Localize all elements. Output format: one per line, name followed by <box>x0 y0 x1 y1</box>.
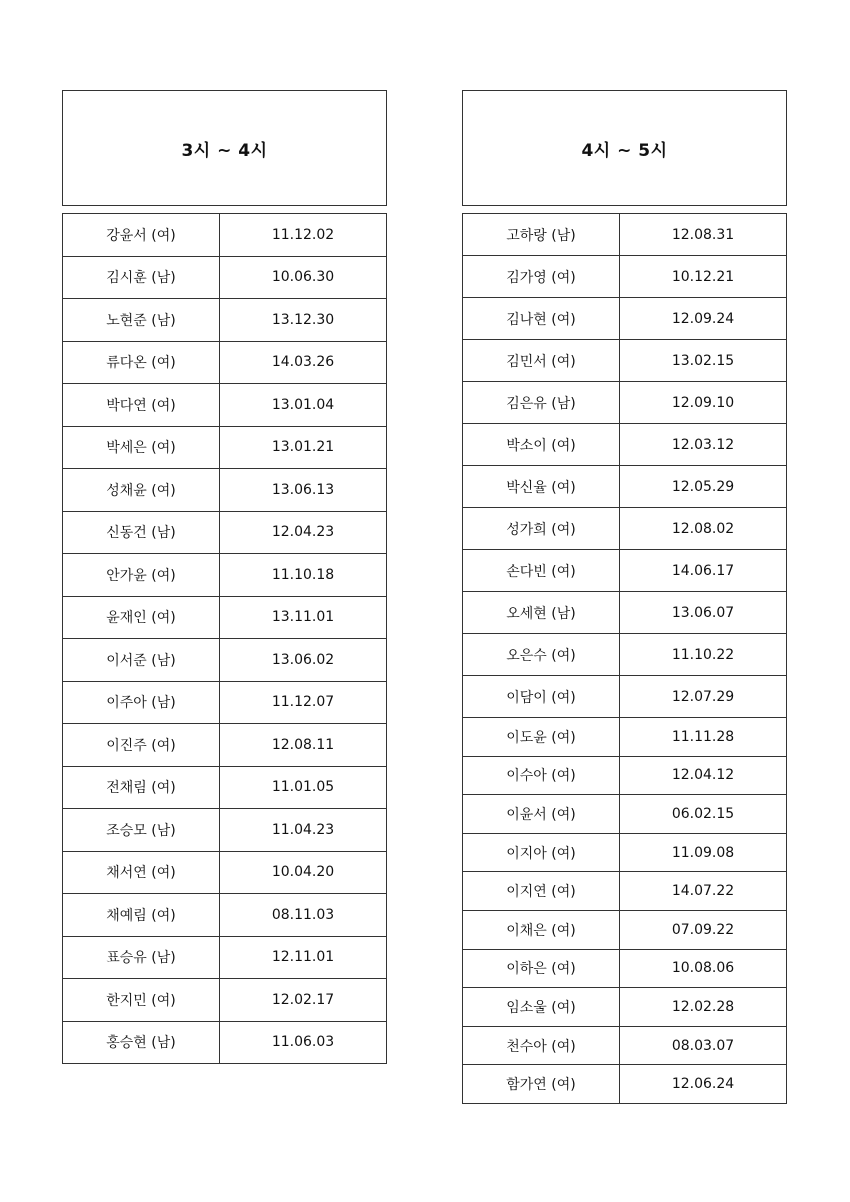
birth-date: 07.09.22 <box>620 910 787 949</box>
birth-date: 12.05.29 <box>620 466 787 508</box>
student-name: 손다빈 (여) <box>463 550 620 592</box>
session-header <box>62 90 387 206</box>
student-name: 채서연 (여) <box>63 851 220 894</box>
table-row <box>463 550 787 592</box>
student-name: 전채림 (여) <box>63 766 220 809</box>
session-header <box>462 90 787 206</box>
student-name: 홍승현 (남) <box>63 1021 220 1064</box>
birth-date: 13.01.04 <box>220 384 387 427</box>
student-name: 함가연 (여) <box>463 1065 620 1104</box>
student-name: 이수아 (여) <box>463 756 620 795</box>
birth-date: 13.06.02 <box>220 639 387 682</box>
birth-date: 13.01.21 <box>220 426 387 469</box>
table-row <box>463 676 787 718</box>
birth-date: 14.03.26 <box>220 341 387 384</box>
student-name: 천수아 (여) <box>463 1026 620 1065</box>
birth-date: 12.04.23 <box>220 511 387 554</box>
student-name: 강윤서 (여) <box>63 214 220 257</box>
student-name: 박세은 (여) <box>63 426 220 469</box>
student-name: 오은수 (여) <box>463 634 620 676</box>
student-name: 이진주 (여) <box>63 724 220 767</box>
table-row <box>63 511 387 554</box>
student-name: 안가윤 (여) <box>63 554 220 597</box>
table-row <box>463 634 787 676</box>
student-name: 조승모 (남) <box>63 809 220 852</box>
table-row <box>63 724 387 767</box>
birth-date: 13.12.30 <box>220 299 387 342</box>
birth-date: 06.02.15 <box>620 795 787 834</box>
birth-date: 12.08.02 <box>620 508 787 550</box>
table-row <box>463 988 787 1027</box>
session-title: 3시 ~ 4시 <box>181 140 268 161</box>
table-row <box>63 766 387 809</box>
student-name: 오세현 (남) <box>463 592 620 634</box>
table-row <box>463 795 787 834</box>
student-name: 이윤서 (여) <box>463 795 620 834</box>
birth-date: 12.03.12 <box>620 424 787 466</box>
birth-date: 12.08.31 <box>620 214 787 256</box>
roster-table <box>62 213 387 1064</box>
table-row <box>463 382 787 424</box>
student-name: 채예림 (여) <box>63 894 220 937</box>
birth-date: 12.06.24 <box>620 1065 787 1104</box>
table-row <box>63 469 387 512</box>
table-row <box>63 214 387 257</box>
table-row <box>463 1065 787 1104</box>
birth-date: 12.02.28 <box>620 988 787 1027</box>
table-row <box>463 340 787 382</box>
student-name: 이주아 (남) <box>63 681 220 724</box>
table-row <box>63 639 387 682</box>
table-row <box>63 936 387 979</box>
table-row <box>463 466 787 508</box>
birth-date: 10.08.06 <box>620 949 787 988</box>
table-row <box>63 851 387 894</box>
table-row <box>463 756 787 795</box>
table-row <box>463 718 787 757</box>
student-name: 임소울 (여) <box>463 988 620 1027</box>
birth-date: 10.04.20 <box>220 851 387 894</box>
student-name: 신동건 (남) <box>63 511 220 554</box>
student-name: 박신율 (여) <box>463 466 620 508</box>
table-row <box>63 384 387 427</box>
student-name: 김시훈 (남) <box>63 256 220 299</box>
birth-date: 11.11.28 <box>620 718 787 757</box>
student-name: 이서준 (남) <box>63 639 220 682</box>
birth-date: 13.02.15 <box>620 340 787 382</box>
birth-date: 11.09.08 <box>620 833 787 872</box>
student-name: 성가희 (여) <box>463 508 620 550</box>
table-row <box>463 424 787 466</box>
birth-date: 13.11.01 <box>220 596 387 639</box>
birth-date: 12.09.10 <box>620 382 787 424</box>
table-row <box>63 299 387 342</box>
table-row <box>63 256 387 299</box>
student-name: 표승유 (남) <box>63 936 220 979</box>
student-name: 이도윤 (여) <box>463 718 620 757</box>
table-row <box>63 426 387 469</box>
birth-date: 11.12.07 <box>220 681 387 724</box>
birth-date: 13.06.13 <box>220 469 387 512</box>
student-name: 김은유 (남) <box>463 382 620 424</box>
birth-date: 11.12.02 <box>220 214 387 257</box>
birth-date: 08.11.03 <box>220 894 387 937</box>
student-name: 이하은 (여) <box>463 949 620 988</box>
roster-table <box>462 213 787 1104</box>
birth-date: 12.08.11 <box>220 724 387 767</box>
birth-date: 10.12.21 <box>620 256 787 298</box>
student-name: 박다연 (여) <box>63 384 220 427</box>
table-row <box>63 554 387 597</box>
birth-date: 12.02.17 <box>220 979 387 1022</box>
table-row <box>463 214 787 256</box>
session-title: 4시 ~ 5시 <box>581 140 668 161</box>
student-name: 이채은 (여) <box>463 910 620 949</box>
birth-date: 11.04.23 <box>220 809 387 852</box>
table-row <box>63 1021 387 1064</box>
table-row <box>463 833 787 872</box>
birth-date: 13.06.07 <box>620 592 787 634</box>
birth-date: 14.06.17 <box>620 550 787 592</box>
student-name: 고하랑 (남) <box>463 214 620 256</box>
birth-date: 14.07.22 <box>620 872 787 911</box>
birth-date: 08.03.07 <box>620 1026 787 1065</box>
student-name: 성채윤 (여) <box>63 469 220 512</box>
table-row <box>463 1026 787 1065</box>
student-name: 이담이 (여) <box>463 676 620 718</box>
birth-date: 10.06.30 <box>220 256 387 299</box>
table-row <box>463 508 787 550</box>
student-name: 박소이 (여) <box>463 424 620 466</box>
student-name: 김가영 (여) <box>463 256 620 298</box>
student-name: 이지아 (여) <box>463 833 620 872</box>
table-row <box>63 809 387 852</box>
student-name: 노현준 (남) <box>63 299 220 342</box>
birth-date: 12.09.24 <box>620 298 787 340</box>
birth-date: 12.04.12 <box>620 756 787 795</box>
birth-date: 11.10.18 <box>220 554 387 597</box>
birth-date: 12.07.29 <box>620 676 787 718</box>
table-row <box>463 298 787 340</box>
student-name: 김나현 (여) <box>463 298 620 340</box>
birth-date: 11.06.03 <box>220 1021 387 1064</box>
student-name: 한지민 (여) <box>63 979 220 1022</box>
table-row <box>463 910 787 949</box>
birth-date: 11.01.05 <box>220 766 387 809</box>
student-name: 윤재인 (여) <box>63 596 220 639</box>
table-row <box>63 894 387 937</box>
table-row <box>463 872 787 911</box>
student-name: 이지연 (여) <box>463 872 620 911</box>
birth-date: 12.11.01 <box>220 936 387 979</box>
table-row <box>463 949 787 988</box>
table-row <box>463 256 787 298</box>
table-row <box>63 681 387 724</box>
student-name: 김민서 (여) <box>463 340 620 382</box>
birth-date: 11.10.22 <box>620 634 787 676</box>
table-row <box>463 592 787 634</box>
student-name: 류다온 (여) <box>63 341 220 384</box>
table-row <box>63 596 387 639</box>
table-row <box>63 341 387 384</box>
table-row <box>63 979 387 1022</box>
